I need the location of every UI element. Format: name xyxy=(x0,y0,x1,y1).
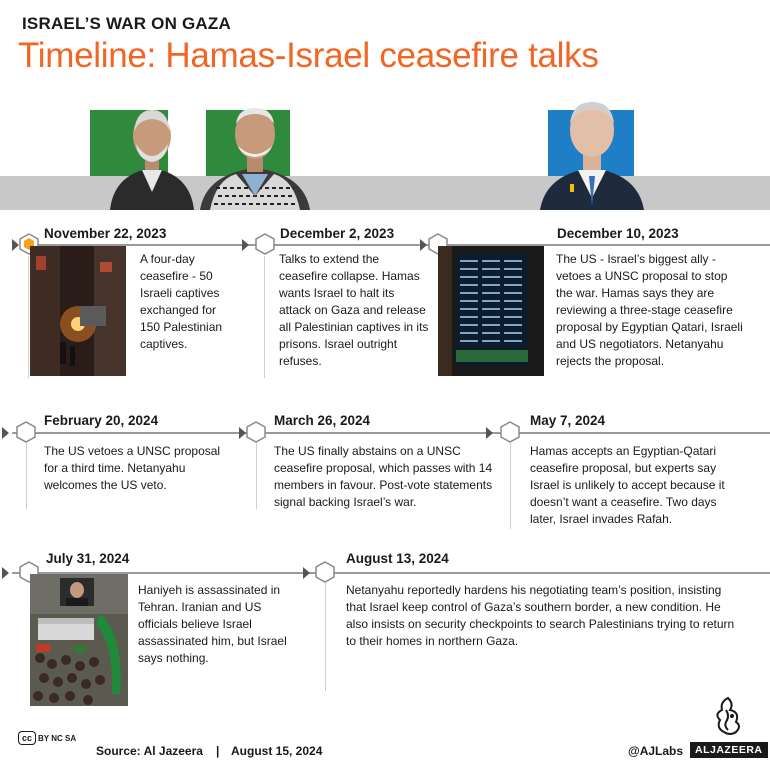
event-date: March 26, 2024 xyxy=(274,413,371,428)
event-description: The US - Israel’s biggest ally - vetoes a UNSC proposal to stop the war. Hamas says they are reviewing a three-stage ceasefire proposal by Egyptian Qatari, Israeli and US negotiators. Netanyahu rejects the proposal. xyxy=(556,252,743,368)
source-credit: Source: Al Jazeera xyxy=(96,744,203,758)
timeline-marker xyxy=(314,561,336,583)
timeline-marker xyxy=(245,421,267,443)
event-divider xyxy=(256,443,257,509)
sinwar-portrait xyxy=(196,96,314,210)
publish-date: August 15, 2024 xyxy=(231,744,323,758)
event-description: A four-day ceasefire - 50 Israeli captives exchanged for 150 Palestinian captives. xyxy=(140,252,223,351)
event-divider xyxy=(28,256,29,378)
event-date: July 31, 2024 xyxy=(46,551,130,566)
event-divider xyxy=(264,256,265,378)
section-kicker: ISRAEL’S WAR ON GAZA xyxy=(22,14,231,33)
timeline-line xyxy=(26,244,770,246)
ajlabs-handle: @AJLabs xyxy=(628,744,684,758)
event-description: Hamas accepts an Egyptian-Qatari ceasefire proposal, but experts say Israel is unlikely to accept because it doesn’t want a ceasefire. Two days later, Israel invades Rafah. xyxy=(530,444,725,526)
timeline-arrow xyxy=(2,427,9,439)
aljazeera-wordmark: ALJAZEERA xyxy=(690,742,768,758)
event-date: December 2, 2023 xyxy=(280,226,395,241)
timeline-arrow xyxy=(420,239,427,251)
event-date: December 10, 2023 xyxy=(557,226,679,241)
timeline-marker xyxy=(254,233,276,255)
event-date: November 22, 2023 xyxy=(44,226,167,241)
event-divider xyxy=(325,583,326,691)
event-date: February 20, 2024 xyxy=(44,413,159,428)
event-photo-gaza-night xyxy=(30,246,126,376)
timeline-arrow xyxy=(303,567,310,579)
creative-commons-badge xyxy=(18,731,76,745)
timeline-marker xyxy=(499,421,521,443)
timeline-arrow xyxy=(242,239,249,251)
event-divider xyxy=(510,443,511,529)
haniyeh-portrait xyxy=(108,98,196,210)
event-description: Haniyeh is assassinated in Tehran. Iranian and US officials believe Israel assassinated him, but Israel says nothing. xyxy=(138,583,287,665)
event-date: May 7, 2024 xyxy=(530,413,606,428)
event-description: The US finally abstains on a UNSC ceasefire proposal, which passes with 14 members in favour. Post-vote statements signal backing Israel’s war. xyxy=(274,444,493,509)
cc-icon: cc xyxy=(18,731,36,745)
aljazeera-logo-icon xyxy=(712,696,744,743)
event-description: Talks to extend the ceasefire collapse. Hamas wants Israel to halt its attack on Gaza and release all Palestinian captives in its prisons. Israel outright refuses. xyxy=(279,252,429,368)
timeline-arrow xyxy=(2,567,9,579)
page-title: Timeline: Hamas-Israel ceasefire talks xyxy=(18,36,599,75)
event-photo-funeral-crowd xyxy=(30,574,128,706)
event-divider xyxy=(26,443,27,509)
timeline-arrow xyxy=(486,427,493,439)
timeline-line xyxy=(12,432,770,434)
footer-separator: | xyxy=(216,744,220,758)
netanyahu-portrait xyxy=(536,88,648,210)
event-date: August 13, 2024 xyxy=(346,551,449,566)
event-photo-unsc-vote-board xyxy=(438,246,544,376)
timeline-marker xyxy=(15,421,37,443)
event-description: Netanyahu reportedly hardens his negotiating team’s position, insisting that Israel keep control of Gaza’s southern border, a new condition. He also insists on security checkpoints to search Palestinians trying to return to their homes in northern Gaza. xyxy=(346,583,735,648)
cc-license-tags: BY NC SA xyxy=(38,733,77,743)
event-description: The US vetoes a UNSC proposal for a third time. Netanyahu welcomes the US veto. xyxy=(44,444,221,492)
